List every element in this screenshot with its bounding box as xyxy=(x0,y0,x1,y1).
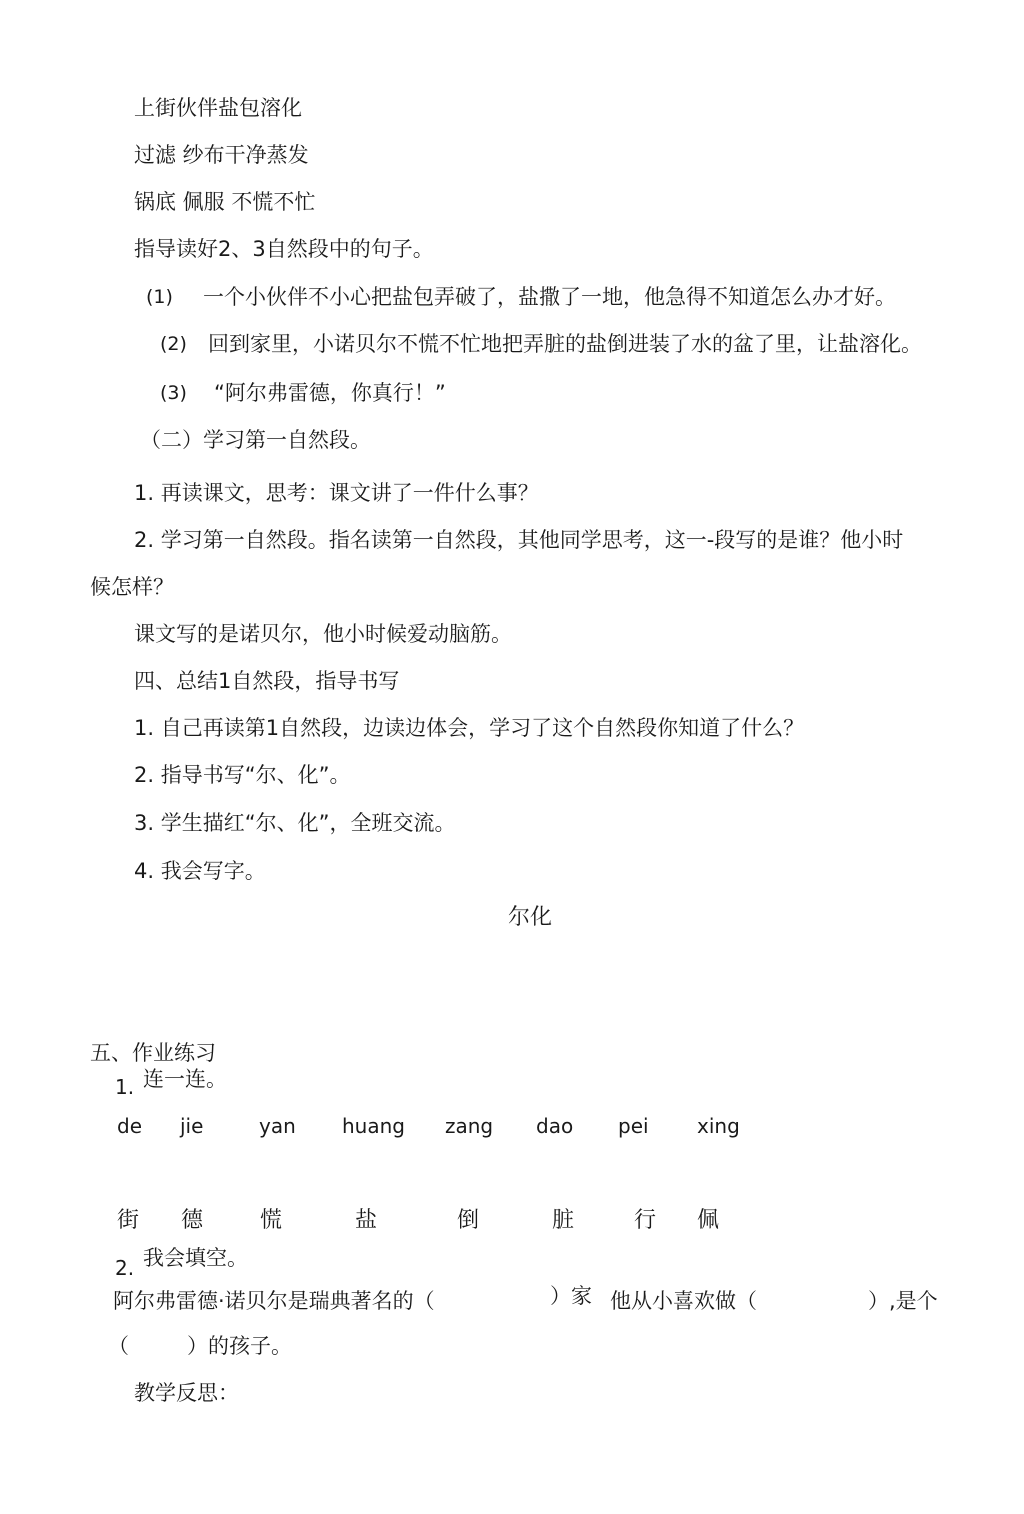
hanzi-item: 德 xyxy=(181,1208,204,1233)
exercise-2-title: 我会填空。 xyxy=(143,1246,248,1270)
hanzi-item: 佩 xyxy=(697,1208,720,1233)
section-2-heading: （二）学习第一自然段。 xyxy=(140,428,371,452)
section-4-heading: 四、总结1自然段，指导书写 xyxy=(134,669,400,693)
task-4: 4. 我会写字。 xyxy=(134,859,266,883)
task-3: 3. 学生描红“尔、化”，全班交流。 xyxy=(134,811,456,835)
sentence-1-text: 一个小伙伴不小心把盐包弄破了，盐撒了一地，他急得不知道怎么办才好。 xyxy=(203,285,896,309)
answer-line: 课文写的是诺贝尔，他小时候爱动脑筋。 xyxy=(134,622,512,646)
pinyin-item: dao xyxy=(536,1114,574,1138)
task-1: 1. 自己再读第1自然段，边读边体会，学习了这个自然段你知道了什么？ xyxy=(134,716,805,740)
fill-blank-part-c: 他从小喜欢做（ xyxy=(610,1289,757,1313)
teaching-reflection-label: 教学反思： xyxy=(134,1381,239,1405)
pinyin-item: de xyxy=(117,1114,142,1138)
writing-characters: 尔化 xyxy=(508,905,553,930)
task-2: 2. 指导书写“尔、化”。 xyxy=(134,763,351,787)
hanzi-item: 街 xyxy=(117,1208,140,1233)
hanzi-item: 盐 xyxy=(355,1208,378,1233)
hanzi-item: 行 xyxy=(634,1208,657,1233)
vocab-line-2: 过滤 纱布干净蒸发 xyxy=(134,143,309,167)
vocab-line-1: 上街伙伴盐包溶化 xyxy=(134,96,302,120)
question-1: 1. 再读课文，思考：课文讲了一件什么事？ xyxy=(134,481,539,505)
pinyin-item: pei xyxy=(618,1114,649,1138)
sentence-3-text: “阿尔弗雷德，你真行！” xyxy=(214,381,446,405)
hanzi-item: 慌 xyxy=(260,1208,283,1233)
fill-blank-part-f: ）的孩子。 xyxy=(187,1334,292,1358)
fill-blank-part-a: 阿尔弗雷德·诺贝尔是瑞典著名的（ xyxy=(113,1289,435,1313)
question-2-line-2: 候怎样？ xyxy=(90,575,174,599)
section-5-heading: 五、作业练习 xyxy=(90,1041,216,1065)
sentence-3-number: (3) xyxy=(160,382,187,404)
hanzi-item: 脏 xyxy=(552,1208,575,1233)
question-2-line-1: 2. 学习第一自然段。指名读第一自然段，其他同学思考，这一-段写的是谁？他小时 xyxy=(134,528,904,552)
sentence-2-number: (2) xyxy=(160,333,187,355)
exercise-1-title: 连一连。 xyxy=(143,1067,227,1091)
pinyin-item: zang xyxy=(445,1114,494,1138)
sentence-1-number: (1) xyxy=(146,286,173,308)
pinyin-item: yan xyxy=(259,1114,296,1138)
vocab-line-3: 锅底 佩服 不慌不忙 xyxy=(134,190,316,214)
pinyin-item: jie xyxy=(180,1114,204,1138)
hanzi-item: 倒 xyxy=(457,1208,480,1233)
exercise-1-number: 1. xyxy=(115,1075,135,1099)
pinyin-item: huang xyxy=(342,1114,405,1138)
fill-blank-part-b: ）家 xyxy=(550,1284,592,1308)
fill-blank-part-e: （ xyxy=(108,1334,129,1358)
fill-blank-part-d: ）,是个 xyxy=(868,1289,938,1313)
exercise-2-number: 2. xyxy=(115,1256,135,1280)
sentence-2-text: 回到家里，小诺贝尔不慌不忙地把弄脏的盐倒进装了水的盆了里，让盐溶化。 xyxy=(208,332,922,356)
guide-read-instruction: 指导读好2、3自然段中的句子。 xyxy=(134,237,434,261)
pinyin-item: xing xyxy=(697,1114,740,1138)
